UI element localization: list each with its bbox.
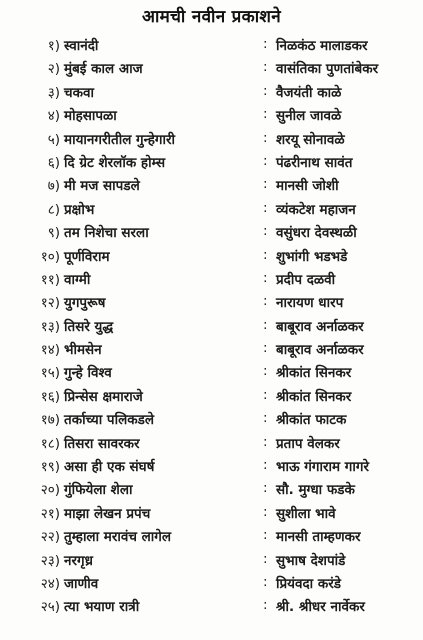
book-author: बाबूराव अर्नाळकर xyxy=(276,318,364,335)
book-title: मोहसापळा xyxy=(64,108,117,125)
separator: : xyxy=(263,410,268,427)
separator: : xyxy=(263,597,268,614)
book-row xyxy=(0,174,423,197)
book-row xyxy=(0,128,423,151)
book-number: १०) xyxy=(40,248,60,265)
book-number: ७) xyxy=(47,178,60,195)
book-row xyxy=(0,502,423,525)
book-row xyxy=(0,104,423,127)
book-number: २०) xyxy=(40,482,60,499)
book-title: प्रिन्सेस क्षमाराजे xyxy=(64,388,143,405)
book-row xyxy=(0,57,423,80)
book-title: तुम्हाला मरावंच लागेल xyxy=(64,529,172,546)
book-title: मायानगरीतील गुन्हेगारी xyxy=(64,131,175,148)
book-author: मानसी ताम्हणकर xyxy=(276,529,361,546)
separator: : xyxy=(263,176,268,193)
book-author: श्रीकांत सिनकर xyxy=(276,388,352,405)
book-row xyxy=(0,315,423,338)
book-number: २५) xyxy=(40,599,60,616)
separator: : xyxy=(263,82,268,99)
separator: : xyxy=(263,457,268,474)
book-number: १४) xyxy=(40,342,60,359)
book-row xyxy=(0,385,423,408)
book-title: असा ही एक संघर्ष xyxy=(64,459,155,476)
separator: : xyxy=(263,293,268,310)
separator: : xyxy=(263,246,268,263)
book-row xyxy=(0,595,423,618)
separator: : xyxy=(263,152,268,169)
book-author: प्रताप वेलकर xyxy=(276,435,340,452)
separator: : xyxy=(263,316,268,333)
book-title: चकवा xyxy=(64,84,94,101)
book-number: १३) xyxy=(40,318,60,335)
book-number: २३) xyxy=(40,552,60,569)
separator: : xyxy=(263,199,268,216)
separator: : xyxy=(263,363,268,380)
book-row xyxy=(0,291,423,314)
page-title: आमची नवीन प्रकाशने xyxy=(141,7,282,27)
separator: : xyxy=(263,106,268,123)
book-row xyxy=(0,361,423,384)
book-title: तर्काच्या पलिकडले xyxy=(64,412,154,429)
book-author: नारायण धारप xyxy=(276,295,344,312)
book-row xyxy=(0,572,423,595)
book-author: सुशीला भावे xyxy=(276,505,336,522)
book-row xyxy=(0,221,423,244)
book-title: वाग्मी xyxy=(64,271,91,288)
book-row xyxy=(0,81,423,104)
book-author: वैजयंती काळे xyxy=(276,84,342,101)
book-author: शुभांगी भडभडे xyxy=(276,248,348,265)
book-row xyxy=(0,34,423,57)
separator: : xyxy=(263,573,268,590)
separator: : xyxy=(263,480,268,497)
separator: : xyxy=(263,59,268,76)
separator: : xyxy=(263,527,268,544)
book-title: मी मज सापडले xyxy=(64,178,140,195)
book-number: २४) xyxy=(40,575,60,592)
book-author: भाऊ गंगाराम गागरे xyxy=(276,459,369,476)
separator: : xyxy=(263,386,268,403)
book-number: १६) xyxy=(40,388,60,405)
book-author: सुनील जावळे xyxy=(276,108,342,125)
book-list xyxy=(0,34,423,619)
book-number: ६) xyxy=(47,154,60,171)
separator: : xyxy=(263,550,268,567)
book-number: ८) xyxy=(47,201,60,218)
book-author: श्री. श्रीधर नार्वेकर xyxy=(276,599,365,616)
book-number: १९) xyxy=(40,459,60,476)
book-title: तिसरे युद्ध xyxy=(64,318,114,335)
book-title: त्या भयाण रात्री xyxy=(64,599,140,616)
book-author: निळकंठ मालाडकर xyxy=(276,38,368,54)
book-author: व्यंकटेश महाजन xyxy=(276,201,356,218)
book-author: प्रदीप दळवी xyxy=(276,271,336,288)
book-author: शरयू सोनावळे xyxy=(276,131,345,148)
book-row xyxy=(0,455,423,478)
book-title: जाणीव xyxy=(64,575,99,592)
separator: : xyxy=(263,503,268,520)
book-title: युगपुरूष xyxy=(64,295,106,312)
book-author: प्रियंवदा करंडे xyxy=(276,575,341,592)
separator: : xyxy=(263,36,268,52)
book-title: प्रक्षोभ xyxy=(64,201,95,218)
book-title: गुंफियेला शेला xyxy=(64,482,133,499)
book-number: ११) xyxy=(40,271,60,288)
book-row xyxy=(0,151,423,174)
book-row xyxy=(0,245,423,268)
book-author: वासंतिका पुणतांबेकर xyxy=(276,61,379,78)
book-row xyxy=(0,549,423,572)
book-number: २१) xyxy=(40,505,60,522)
separator: : xyxy=(263,433,268,450)
book-row xyxy=(0,408,423,431)
book-number: ९) xyxy=(47,225,60,242)
book-row xyxy=(0,478,423,501)
book-row xyxy=(0,338,423,361)
book-title: दि ग्रेट शेरलॉक होम्स xyxy=(64,154,166,171)
book-author: मानसी जोशी xyxy=(276,178,339,195)
book-row xyxy=(0,432,423,455)
book-number: १८) xyxy=(40,435,60,452)
separator: : xyxy=(263,340,268,357)
book-author: वसुंधरा देवस्थळी xyxy=(276,225,357,242)
book-number: ५) xyxy=(47,131,60,148)
book-title: पूर्णविराम xyxy=(64,248,110,265)
book-author: सुभाष देशपांडे xyxy=(276,552,346,569)
book-title: भीमसेन xyxy=(64,342,102,359)
book-number: ३) xyxy=(47,84,60,101)
book-number: १२) xyxy=(40,295,60,312)
book-author: सौ. मुग्धा फडके xyxy=(276,482,355,499)
book-title: गुन्हे विश्व xyxy=(64,365,112,382)
book-author: श्रीकांत सिनकर xyxy=(276,365,352,382)
book-title: स्वानंदी xyxy=(64,38,99,54)
book-number: ४) xyxy=(47,108,60,125)
book-number: १७) xyxy=(40,412,60,429)
book-number: १५) xyxy=(40,365,60,382)
separator: : xyxy=(263,129,268,146)
separator: : xyxy=(263,269,268,286)
separator: : xyxy=(263,223,268,240)
book-author: पंढरीनाथ सावंत xyxy=(276,154,353,171)
book-number: २) xyxy=(47,61,60,78)
book-title: तिसरा सावरकर xyxy=(64,435,140,452)
book-title: माझा लेखन प्रपंच xyxy=(64,505,151,522)
book-row xyxy=(0,525,423,548)
book-number: २२) xyxy=(40,529,60,546)
book-number: १) xyxy=(47,38,60,54)
book-author: श्रीकांत फाटक xyxy=(276,412,347,429)
book-title: तम निशेचा सरला xyxy=(64,225,149,242)
book-row xyxy=(0,198,423,221)
book-title: मुंबई काल आज xyxy=(64,61,143,78)
book-row xyxy=(0,268,423,291)
book-title: नरगृध्र xyxy=(64,552,93,569)
book-author: बाबूराव अर्नाळकर xyxy=(276,342,364,359)
